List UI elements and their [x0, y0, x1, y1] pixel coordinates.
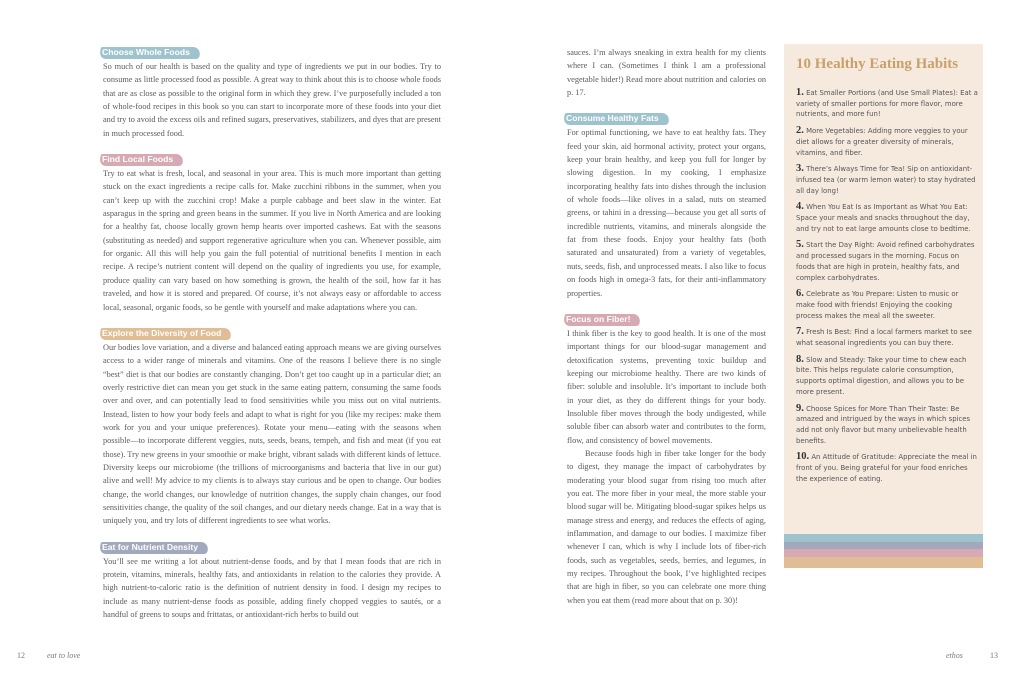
list-item: [796, 452, 978, 484]
middle-column: [567, 46, 766, 607]
habit-number: 7.: [796, 326, 804, 338]
habit-text: There’s Always Time for Tea! Sip on antioxidant-infused tea (or warm lemon water) to stay hydrated all day long!: [796, 165, 976, 195]
habit-text: Start the Day Right: Avoid refined carbohydrates and processed sugars in the morning. Focus on foods that are high in protein, healthy fats, and complex carbohydrates.: [796, 241, 975, 282]
healthy-habits-sidebar: [784, 44, 983, 568]
habit-text: When You Eat Is as Important as What You Eat: Space your meals and snacks throughout the day, and try not to eat large amounts close to bedtime.: [796, 203, 971, 233]
list-item: [796, 355, 978, 398]
right-running-title: ethos: [946, 651, 963, 660]
habit-text: Eat Smaller Portions (and Use Small Plates): Eat a variety of smaller portions for more flavor, more nutrients, and more fun!: [796, 89, 978, 119]
section-nutrient-density: [103, 541, 441, 622]
section-paragraph: You’ll see me writing a lot about nutrient-dense foods, and by that I mean foods that are rich in protein, vitamins, minerals, healthy fats, and antioxidants in relation to the calories they provide. A high nutrient-to-caloric ratio is the definition of nutrient density in food. I design my recipes to include as many nutrient-dense foods as possible, adding finely chopped veggies to sautés, or a handful of greens to soups and frittatas, or antioxidant-rich herbs to build out: [103, 556, 441, 620]
continued-paragraph: sauces. I’m always sneaking in extra health for my clients where I can. (Sometimes I think I am a professional vegetable hider!) Read more about nutrition and calories on p. 17.: [567, 48, 766, 98]
section-paragraph: Because foods high in fiber take longer for the body to digest, they manage the impact of carbohydrates by moderating your blood sugar from rising too much after you eat. The more fiber in your meal, the more stable your blood sugar will be. Mitigating blood-sugar spikes helps us manage stress and energy, and reduces the effects of aging, inflammation, and damage to our bodies. I maximize fiber whenever I can, which is why I include lots of fiber-rich foods, such as vegetables, seeds, berries, and legumes, in my recipes. Throughout the book, I’ve highlighted recipes that are high in fiber, so you can celebrate one more thing when you eat them (read more about that on p. 30)!: [567, 448, 766, 605]
decorative-stripe: [784, 549, 983, 557]
list-item: [796, 240, 978, 283]
section-heading: Focus on Fiber!: [564, 313, 640, 326]
left-column: [103, 46, 441, 621]
left-page-number: 12: [17, 651, 25, 660]
habit-text: Celebrate as You Prepare: Listen to music or make food with friends! Enjoying the cooking process makes the meal all the sweeter.: [796, 290, 959, 320]
habit-text: Fresh Is Best: Find a local farmers market to see what seasonal ingredients you can buy there.: [796, 328, 972, 348]
section-paragraph: Our bodies love variation, and a diverse and balanced eating approach means we are giving ourselves access to a wider range of minerals and vitamins. One of the reasons I believe there is no single “best” diet is that our bodies are constantly changing. Don’t get too caught up in a particular diet; an overly restrictive diet can mean you get stuck in the same eating pattern, consuming the same foods over and over, and can potentially lead to food sensitivities while you miss out on vital nutrients. Instead, listen to how your body feels and adapt to what is right for you (like my recipes: make them work for you and your unique preferences). Rotate your menu—eating with the seasons when possible—to incorporate different veggies, nuts, seeds, beans, tempeh, and fish and meat (if you eat those). Try new greens in your smoothie or make bright, vibrant salads with different kinds of lettuce. Diversity keeps our microbiome (the trillions of microorganisms and bacteria that live in our gut) alive and well! My advice to my clients is to always stay curious and be open to change. Our bodies change, the world changes, our knowledge of nutrition changes, the supply chain changes, our food sensitivities change, the quality of the soil changes, and our dietary needs change. Eat in a way that is uniquely you, and try lots of different ingredients to see what works.: [103, 342, 441, 526]
list-item: [796, 289, 978, 321]
habit-number: 9.: [796, 402, 804, 414]
habit-text: Slow and Steady: Take your time to chew each bite. This helps regulate calorie consumption, supports optimal digestion, and allows you to be more present.: [796, 355, 967, 396]
section-paragraph: For optimal functioning, we have to eat healthy fats. They feed your skin, aid hormonal activity, protect your organs, keep your brain healthy, and keep you full for longer by slowing digestion. In my cooking, I emphasize incorporating healthy fats into dishes through the inclusion of whole foods—like olives in a salad, nuts on steamed greens, or tahini in a dressing—because you get all sorts of incredible nutrients, vitamins, and minerals alongside the fat from these foods. Enjoy your healthy fats (both saturated and unsaturated) from a variety of vegetables, nuts, seeds, fish, and unprocessed meats. I also like to focus on foods high in omega-3 fats, for their anti-inflammatory properties.: [567, 128, 766, 298]
decorative-stripe: [784, 542, 983, 550]
sidebar-title: 10 Healthy Eating Habits: [796, 56, 959, 72]
list-item: [796, 88, 978, 120]
section-paragraph: I think fiber is the key to good health. It is one of the most important things for our blood-sugar management and detoxification systems, preventing toxic buildup and keeping our microbiome healthy. There are two kinds of fiber: soluble and insoluble. It’s important to include both in your diet, as they do different things for your body. Insoluble fiber moves through the body undigested, while soluble fiber can absorb water and contributes to the form, flow, and consistency of bowel movements.: [567, 328, 766, 445]
habit-text: Choose Spices for More Than Their Taste: Be amazed and intrigued by the ways in which spices add not only flavor but many unbelievable health benefits.: [796, 404, 971, 445]
decorative-stripe: [784, 557, 983, 569]
right-page-number: 13: [990, 651, 998, 660]
section-heading: Eat for Nutrient Density: [100, 541, 208, 554]
habit-number: 5.: [796, 239, 804, 251]
habit-number: 10.: [796, 451, 810, 463]
habit-number: 1.: [796, 87, 804, 98]
habit-text: An Attitude of Gratitude: Appreciate the meal in front of you. Being grateful for your food enriches the experience of eating.: [796, 453, 977, 483]
habit-number: 3.: [796, 163, 804, 175]
section-paragraph: Try to eat what is fresh, local, and seasonal in your area. This is much more important than getting stuck on the exact ingredients a recipe calls for. Make zucchini ribbons in the summer, when you can’t keep up with the zucchini crop! Make a purple cabbage and beet slaw in the winter. Eat asparagus in the spring and green beans in the summer. If you live in North America and are looking for a healthy fat, choose locally grown hemp hearts over imported cashews. Eat with the seasons (substituting as needed) and support regenerative agriculture when you can. Whenever possible, aim for organic. All this will help you gain the full potential of nutritional benefits I mention in each recipe. A recipe’s nutrient content will depend on the quality of ingredients you use, for example, produce quality can vary based on how something is grown, the health of the soil, how far it has traveled, and how it is stored and prepared. Of course, it’s not always easy or affordable to access local, seasonal, organic foods, so be gentle with yourself and make adaptations where you can.: [103, 169, 441, 312]
habit-number: 4.: [796, 201, 804, 213]
section-explore-diversity: [103, 327, 441, 528]
section-choose-whole-foods: [103, 46, 441, 140]
section-heading: Consume Healthy Fats: [564, 112, 669, 125]
section-healthy-fats: [567, 112, 766, 299]
list-item: [796, 164, 978, 196]
habit-number: 6.: [796, 288, 804, 300]
section-focus-on-fiber: [567, 313, 766, 607]
habit-number: 8.: [796, 353, 804, 365]
habit-number: 2.: [796, 125, 804, 137]
habit-text: More Vegetables: Adding more veggies to your diet allows for a greater diversity of minerals, vitamins, and fiber.: [796, 127, 968, 157]
section-find-local-foods: [103, 153, 441, 314]
left-running-title: eat to love: [47, 651, 81, 660]
list-item: [796, 202, 978, 234]
list-item: [796, 327, 978, 348]
section-heading: Find Local Foods: [100, 153, 183, 166]
list-item: [796, 126, 978, 158]
section-heading: Explore the Diversity of Food: [100, 327, 231, 340]
list-item: [796, 404, 978, 447]
section-paragraph: So much of our health is based on the quality and type of ingredients we put in our bodies. Try to consume as little processed food as possible. A great way to think about this is to choose whole foods that are as close as possible to the original form in which they grew. I’ve purposefully included a ton of whole-food recipes in this book so you can start to incorporate more of these foods into your diet and try to avoid the excess oils and refined sugars, preservatives, stabilizers, and dyes that are present in much processed food.: [103, 62, 441, 138]
habits-list: [796, 88, 978, 491]
section-heading: Choose Whole Foods: [100, 46, 200, 59]
decorative-stripe: [784, 534, 983, 542]
